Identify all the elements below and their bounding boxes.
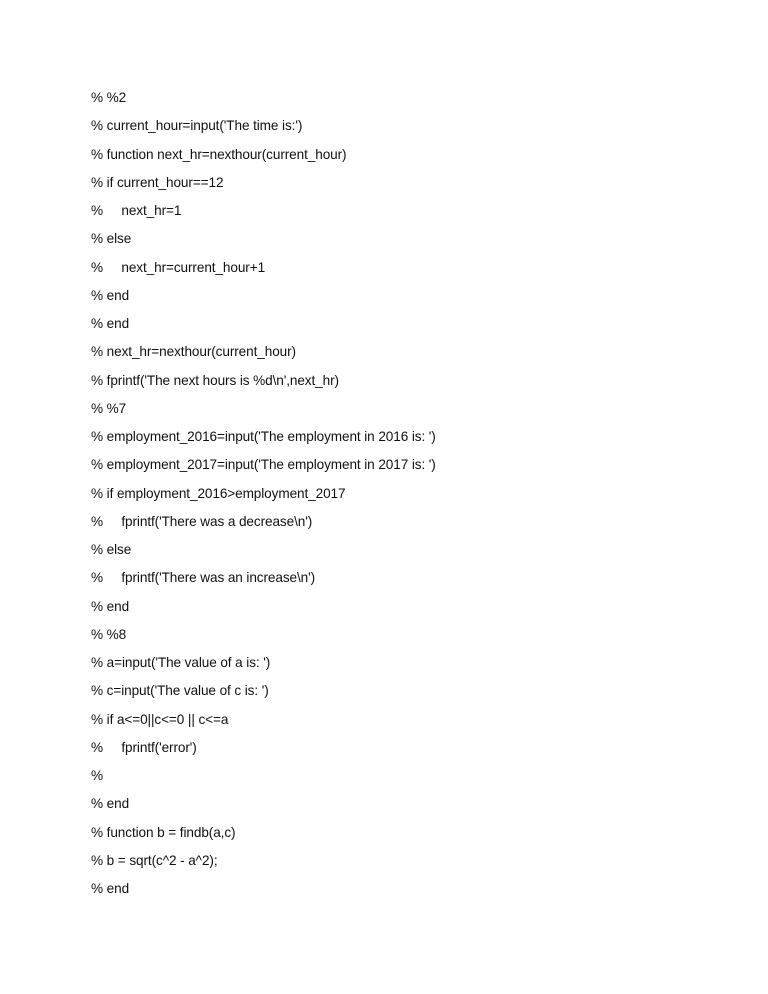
code-line: % if current_hour==12: [91, 174, 224, 190]
code-line: % b = sqrt(c^2 - a^2);: [91, 852, 218, 868]
code-line: % employment_2016=input('The employment in 2016 is: '): [91, 429, 436, 444]
code-line: % %2: [91, 90, 127, 105]
code-line: % function b = findb(a,c): [91, 824, 236, 840]
code-line: % else: [91, 231, 132, 247]
code-line: % fprintf('The next hours is %d\n',next_hr): [91, 372, 339, 388]
code-line: % if a<=0||c<=0 || c<=a: [91, 711, 229, 727]
code-line: % else: [91, 542, 132, 557]
code-line: % c=input('The value of c is: '): [91, 683, 269, 699]
code-line: % a=input('The value of a is: '): [91, 655, 271, 670]
code-line: % next_hr=current_hour+1: [91, 259, 266, 275]
code-line: % %8: [91, 626, 127, 642]
commented-code-block: [91, 84, 436, 903]
code-line: % end: [91, 881, 130, 896]
code-line: % next_hr=1: [91, 203, 182, 218]
code-line: % end: [91, 796, 130, 812]
code-line: % current_hour=input('The time is:'): [91, 118, 303, 134]
code-line: % fprintf('There was a decrease\n'): [91, 513, 313, 529]
code-line: %: [91, 768, 103, 783]
code-line: % employment_2017=input('The employment in 2017 is: '): [91, 457, 436, 473]
code-line: % if employment_2016>employment_2017: [91, 485, 346, 501]
code-line: % end: [91, 598, 130, 614]
code-line: % end: [91, 287, 130, 303]
code-line: % fprintf('error'): [91, 739, 197, 755]
code-line: % %7: [91, 400, 127, 416]
code-line: % function next_hr=nexthour(current_hour): [91, 146, 347, 162]
code-line: % fprintf('There was an increase\n'): [91, 570, 316, 586]
code-line: % end: [91, 316, 130, 331]
code-line: % next_hr=nexthour(current_hour): [91, 344, 296, 360]
